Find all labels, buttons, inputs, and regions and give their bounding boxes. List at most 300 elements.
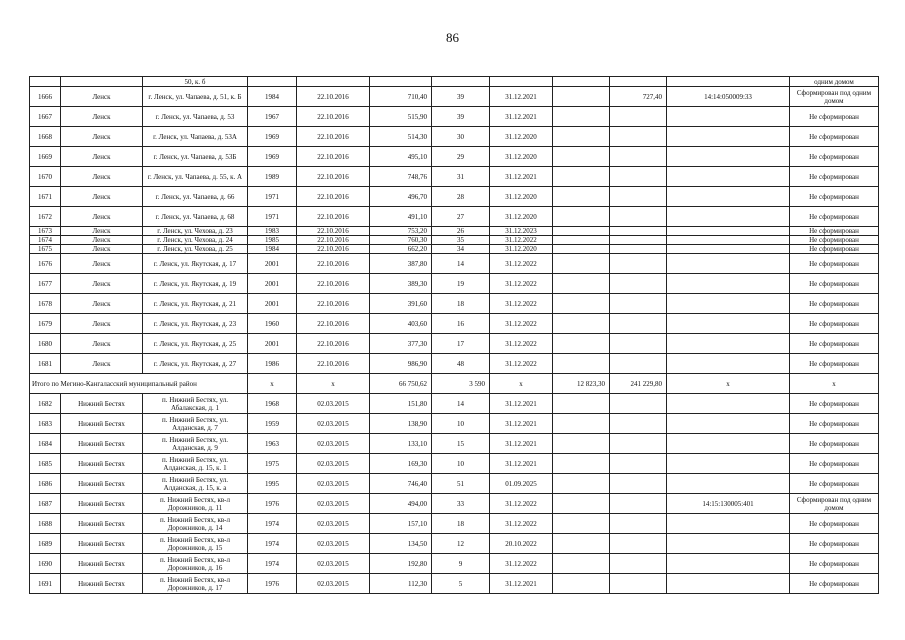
area-cell: 192,80	[370, 554, 432, 574]
year-cell: 2001	[248, 254, 297, 274]
table-row	[30, 454, 879, 474]
cell	[297, 77, 370, 87]
status-cell: Не сформирован	[790, 227, 879, 236]
summary-row	[30, 374, 879, 394]
value-cell: 727,40	[610, 87, 667, 107]
value-cell	[610, 127, 667, 147]
value-cell	[553, 474, 610, 494]
summary-label: Итого по Мегино-Кангаласский муниципальный район	[30, 374, 248, 394]
table-row	[30, 334, 879, 354]
date-cell: 02.03.2015	[297, 494, 370, 514]
value-cell	[553, 236, 610, 245]
status-cell: Не сформирован	[790, 314, 879, 334]
value-cell	[553, 87, 610, 107]
value-cell	[610, 314, 667, 334]
deadline-cell: 31.12.2022	[490, 274, 553, 294]
year-cell: 1989	[248, 167, 297, 187]
deadline-cell: 31.12.2021	[490, 87, 553, 107]
value-cell	[553, 207, 610, 227]
value-cell	[553, 514, 610, 534]
locality-cell: Ленск	[61, 87, 143, 107]
cell	[432, 77, 490, 87]
deadline-cell: 31.12.2021	[490, 574, 553, 594]
value-cell	[610, 294, 667, 314]
date-cell: 22.10.2016	[297, 354, 370, 374]
status-cell: Не сформирован	[790, 454, 879, 474]
table-row	[30, 236, 879, 245]
value-cell	[553, 454, 610, 474]
address-cell: г. Ленск, ул. Чапаева, д. 68	[143, 207, 248, 227]
deadline-cell: 31.12.2020	[490, 187, 553, 207]
year-cell: 1984	[248, 87, 297, 107]
address-cell: п. Нижний Бестях, ул. Алданская, д. 15, к. 1	[143, 454, 248, 474]
count-cell: 10	[432, 454, 490, 474]
area-cell: 138,90	[370, 414, 432, 434]
status-cell: Не сформирован	[790, 274, 879, 294]
address-cell: г. Ленск, ул. Чапаева, д. 66	[143, 187, 248, 207]
row-number-cell: 1691	[30, 574, 61, 594]
status-cell: Не сформирован	[790, 245, 879, 254]
cadastre-cell: 14:15:130005:401	[667, 494, 790, 514]
locality-cell: Ленск	[61, 274, 143, 294]
address-cell: г. Ленск, ул. Якутская, д. 17	[143, 254, 248, 274]
summary-cell: х	[790, 374, 879, 394]
date-cell: 22.10.2016	[297, 334, 370, 354]
area-cell: 494,00	[370, 494, 432, 514]
table-row	[30, 77, 879, 87]
date-cell: 22.10.2016	[297, 187, 370, 207]
deadline-cell: 01.09.2025	[490, 474, 553, 494]
status-cell: Не сформирован	[790, 414, 879, 434]
table-row	[30, 394, 879, 414]
locality-cell: Ленск	[61, 167, 143, 187]
cell	[370, 77, 432, 87]
value-cell	[553, 167, 610, 187]
status-cell: Не сформирован	[790, 534, 879, 554]
address-cell: п. Нижний Бестях, ул. Алданская, д. 15, к. а	[143, 474, 248, 494]
count-cell: 14	[432, 394, 490, 414]
count-cell: 34	[432, 245, 490, 254]
year-cell: 1967	[248, 107, 297, 127]
deadline-cell: 31.12.2022	[490, 294, 553, 314]
value-cell	[553, 107, 610, 127]
count-cell: 16	[432, 314, 490, 334]
summary-cell: 66 750,62	[370, 374, 432, 394]
date-cell: 22.10.2016	[297, 147, 370, 167]
row-number-cell: 1679	[30, 314, 61, 334]
value-cell	[610, 554, 667, 574]
page-number: 86	[446, 30, 459, 45]
locality-cell: Нижний Бестях	[61, 454, 143, 474]
cadastre-cell	[667, 414, 790, 434]
status-cell: Не сформирован	[790, 294, 879, 314]
table-row	[30, 574, 879, 594]
value-cell	[553, 554, 610, 574]
area-cell: 403,60	[370, 314, 432, 334]
value-cell	[553, 354, 610, 374]
locality-cell: Ленск	[61, 147, 143, 167]
status-cell: Не сформирован	[790, 434, 879, 454]
area-cell: 491,10	[370, 207, 432, 227]
deadline-cell: 31.12.2020	[490, 147, 553, 167]
area-cell: 495,10	[370, 147, 432, 167]
locality-cell: Ленск	[61, 127, 143, 147]
address-cell: г. Ленск, ул. Якутская, д. 23	[143, 314, 248, 334]
date-cell: 22.10.2016	[297, 274, 370, 294]
cadastre-cell	[667, 534, 790, 554]
cadastre-cell	[667, 294, 790, 314]
cadastre-cell	[667, 167, 790, 187]
year-cell: 1971	[248, 187, 297, 207]
count-cell: 28	[432, 187, 490, 207]
row-number-cell: 1672	[30, 207, 61, 227]
locality-cell: Ленск	[61, 245, 143, 254]
table-row	[30, 494, 879, 514]
locality-cell: Нижний Бестях	[61, 434, 143, 454]
row-number-cell: 1669	[30, 147, 61, 167]
table-row	[30, 254, 879, 274]
value-cell	[610, 254, 667, 274]
table-row	[30, 294, 879, 314]
cell	[553, 77, 610, 87]
cadastre-cell	[667, 574, 790, 594]
locality-cell: Ленск	[61, 334, 143, 354]
row-number-cell: 1676	[30, 254, 61, 274]
address-cell: г. Ленск, ул. Чехова, д. 24	[143, 236, 248, 245]
cadastre-cell	[667, 147, 790, 167]
value-cell	[610, 227, 667, 236]
area-cell: 515,90	[370, 107, 432, 127]
date-cell: 22.10.2016	[297, 127, 370, 147]
deadline-cell: 31.12.2020	[490, 207, 553, 227]
deadline-cell: 31.12.2021	[490, 394, 553, 414]
cadastre-cell	[667, 474, 790, 494]
address-cell: 50, к. б	[143, 77, 248, 87]
address-cell: г. Ленск, ул. Якутская, д. 27	[143, 354, 248, 374]
year-cell: 1963	[248, 434, 297, 454]
status-cell: Не сформирован	[790, 207, 879, 227]
date-cell: 22.10.2016	[297, 314, 370, 334]
year-cell: 1971	[248, 207, 297, 227]
locality-cell: Нижний Бестях	[61, 534, 143, 554]
count-cell: 14	[432, 254, 490, 274]
value-cell	[610, 454, 667, 474]
count-cell: 9	[432, 554, 490, 574]
count-cell: 18	[432, 514, 490, 534]
value-cell	[553, 574, 610, 594]
locality-cell: Ленск	[61, 254, 143, 274]
table-row	[30, 245, 879, 254]
row-number-cell: 1670	[30, 167, 61, 187]
deadline-cell: 31.12.2022	[490, 314, 553, 334]
value-cell	[553, 127, 610, 147]
cadastre-cell	[667, 254, 790, 274]
value-cell	[553, 227, 610, 236]
deadline-cell: 31.12.2022	[490, 254, 553, 274]
year-cell: 2001	[248, 334, 297, 354]
area-cell: 151,80	[370, 394, 432, 414]
deadline-cell: 31.12.2022	[490, 514, 553, 534]
row-number-cell: 1675	[30, 245, 61, 254]
year-cell: 1983	[248, 227, 297, 236]
value-cell	[610, 147, 667, 167]
status-cell: Не сформирован	[790, 107, 879, 127]
date-cell: 22.10.2016	[297, 227, 370, 236]
count-cell: 15	[432, 434, 490, 454]
date-cell: 22.10.2016	[297, 294, 370, 314]
row-number-cell: 1671	[30, 187, 61, 207]
cadastre-cell	[667, 394, 790, 414]
row-number-cell: 1681	[30, 354, 61, 374]
table-row	[30, 554, 879, 574]
locality-cell: Ленск	[61, 314, 143, 334]
locality-cell: Нижний Бестях	[61, 514, 143, 534]
locality-cell: Нижний Бестях	[61, 574, 143, 594]
row-number-cell: 1682	[30, 394, 61, 414]
cadastre-cell	[667, 245, 790, 254]
value-cell	[610, 494, 667, 514]
address-cell: п. Нижний Бестях, кв-л Дорожников, д. 11	[143, 494, 248, 514]
area-cell: 986,90	[370, 354, 432, 374]
status-cell: одним домом	[790, 77, 879, 87]
address-cell: г. Ленск, ул. Якутская, д. 25	[143, 334, 248, 354]
address-cell: п. Нижний Бестях, ул. Алданская, д. 7	[143, 414, 248, 434]
address-cell: п. Нижний Бестях, кв-л Дорожников, д. 17	[143, 574, 248, 594]
year-cell: 1976	[248, 574, 297, 594]
table-row	[30, 227, 879, 236]
year-cell: 2001	[248, 294, 297, 314]
area-cell: 748,76	[370, 167, 432, 187]
row-number-cell: 1680	[30, 334, 61, 354]
value-cell	[610, 245, 667, 254]
table-row	[30, 314, 879, 334]
value-cell	[610, 354, 667, 374]
address-cell: г. Ленск, ул. Чапаева, д. 53А	[143, 127, 248, 147]
area-cell: 134,50	[370, 534, 432, 554]
area-cell: 753,20	[370, 227, 432, 236]
cadastre-cell: 14:14:050009:33	[667, 87, 790, 107]
year-cell: 1959	[248, 414, 297, 434]
count-cell: 19	[432, 274, 490, 294]
year-cell: 1960	[248, 314, 297, 334]
row-number-cell: 1668	[30, 127, 61, 147]
cadastre-cell	[667, 554, 790, 574]
area-cell: 496,70	[370, 187, 432, 207]
row-number-cell: 1690	[30, 554, 61, 574]
row-number-cell: 1667	[30, 107, 61, 127]
cadastre-cell	[667, 236, 790, 245]
deadline-cell: 31.12.2022	[490, 334, 553, 354]
status-cell: Не сформирован	[790, 394, 879, 414]
row-number-cell: 1683	[30, 414, 61, 434]
row-number-cell: 1689	[30, 534, 61, 554]
cadastre-cell	[667, 107, 790, 127]
area-cell: 377,30	[370, 334, 432, 354]
table-row	[30, 414, 879, 434]
value-cell	[553, 334, 610, 354]
value-cell	[610, 167, 667, 187]
deadline-cell: 31.12.2020	[490, 245, 553, 254]
area-cell: 760,30	[370, 236, 432, 245]
locality-cell: Ленск	[61, 107, 143, 127]
date-cell: 02.03.2015	[297, 414, 370, 434]
cadastre-cell	[667, 127, 790, 147]
table-row	[30, 87, 879, 107]
table-row	[30, 474, 879, 494]
summary-cell: х	[667, 374, 790, 394]
locality-cell: Нижний Бестях	[61, 474, 143, 494]
register-table	[29, 76, 879, 594]
area-cell: 391,60	[370, 294, 432, 314]
cadastre-cell	[667, 354, 790, 374]
status-cell: Не сформирован	[790, 127, 879, 147]
area-cell: 112,30	[370, 574, 432, 594]
deadline-cell: 31.12.2020	[490, 127, 553, 147]
area-cell: 157,10	[370, 514, 432, 534]
locality-cell: Ленск	[61, 227, 143, 236]
count-cell: 29	[432, 147, 490, 167]
count-cell: 12	[432, 534, 490, 554]
locality-cell: Нижний Бестях	[61, 554, 143, 574]
row-number-cell: 1685	[30, 454, 61, 474]
year-cell: 1986	[248, 354, 297, 374]
table-row	[30, 207, 879, 227]
cell	[30, 77, 61, 87]
table-row	[30, 354, 879, 374]
locality-cell: Нижний Бестях	[61, 414, 143, 434]
value-cell	[610, 334, 667, 354]
area-cell: 133,10	[370, 434, 432, 454]
table-row	[30, 534, 879, 554]
count-cell: 30	[432, 127, 490, 147]
date-cell: 02.03.2015	[297, 514, 370, 534]
year-cell: 1968	[248, 394, 297, 414]
deadline-cell: 31.12.2022	[490, 236, 553, 245]
count-cell: 31	[432, 167, 490, 187]
date-cell: 22.10.2016	[297, 87, 370, 107]
status-cell: Не сформирован	[790, 354, 879, 374]
table-row	[30, 147, 879, 167]
value-cell	[553, 394, 610, 414]
address-cell: п. Нижний Бестях, ул. Абалакская, д. 1	[143, 394, 248, 414]
area-cell: 662,20	[370, 245, 432, 254]
deadline-cell: 31.12.2021	[490, 454, 553, 474]
locality-cell: Ленск	[61, 294, 143, 314]
value-cell	[610, 574, 667, 594]
cadastre-cell	[667, 514, 790, 534]
address-cell: г. Ленск, ул. Чапаева, д. 53	[143, 107, 248, 127]
deadline-cell: 31.12.2023	[490, 227, 553, 236]
status-cell: Не сформирован	[790, 236, 879, 245]
cadastre-cell	[667, 274, 790, 294]
row-number-cell: 1674	[30, 236, 61, 245]
row-number-cell: 1666	[30, 87, 61, 107]
count-cell: 17	[432, 334, 490, 354]
status-cell: Сформирован под одним домом	[790, 87, 879, 107]
date-cell: 02.03.2015	[297, 454, 370, 474]
row-number-cell: 1687	[30, 494, 61, 514]
address-cell: г. Ленск, ул. Чехова, д. 23	[143, 227, 248, 236]
value-cell	[610, 207, 667, 227]
area-cell: 710,40	[370, 87, 432, 107]
value-cell	[553, 534, 610, 554]
status-cell: Не сформирован	[790, 147, 879, 167]
count-cell: 35	[432, 236, 490, 245]
value-cell	[610, 274, 667, 294]
deadline-cell: 31.12.2022	[490, 494, 553, 514]
value-cell	[553, 314, 610, 334]
value-cell	[553, 294, 610, 314]
year-cell: 1984	[248, 245, 297, 254]
area-cell: 169,30	[370, 454, 432, 474]
row-number-cell: 1678	[30, 294, 61, 314]
summary-cell: х	[490, 374, 553, 394]
year-cell: 2001	[248, 274, 297, 294]
locality-cell: Ленск	[61, 187, 143, 207]
locality-cell: Ленск	[61, 236, 143, 245]
value-cell	[610, 236, 667, 245]
year-cell: 1976	[248, 494, 297, 514]
deadline-cell: 31.12.2022	[490, 554, 553, 574]
value-cell	[610, 434, 667, 454]
status-cell: Не сформирован	[790, 554, 879, 574]
value-cell	[610, 394, 667, 414]
status-cell: Не сформирован	[790, 474, 879, 494]
value-cell	[553, 434, 610, 454]
address-cell: г. Ленск, ул. Якутская, д. 19	[143, 274, 248, 294]
date-cell: 02.03.2015	[297, 394, 370, 414]
year-cell: 1974	[248, 554, 297, 574]
year-cell: 1974	[248, 514, 297, 534]
value-cell	[610, 474, 667, 494]
table-row	[30, 514, 879, 534]
summary-cell: 3 590	[432, 374, 490, 394]
status-cell: Сформирован под одним домом	[790, 494, 879, 514]
cadastre-cell	[667, 207, 790, 227]
cadastre-cell	[667, 334, 790, 354]
address-cell: г. Ленск, ул. Якутская, д. 21	[143, 294, 248, 314]
table-row	[30, 107, 879, 127]
row-number-cell: 1684	[30, 434, 61, 454]
value-cell	[553, 245, 610, 254]
date-cell: 22.10.2016	[297, 236, 370, 245]
status-cell: Не сформирован	[790, 167, 879, 187]
address-cell: п. Нижний Бестях, кв-л Дорожников, д. 15	[143, 534, 248, 554]
table-row	[30, 127, 879, 147]
value-cell	[610, 187, 667, 207]
value-cell	[553, 414, 610, 434]
deadline-cell: 31.12.2022	[490, 354, 553, 374]
summary-cell: 241 229,80	[610, 374, 667, 394]
count-cell: 10	[432, 414, 490, 434]
cell	[667, 77, 790, 87]
count-cell: 27	[432, 207, 490, 227]
value-cell	[610, 534, 667, 554]
summary-cell: х	[297, 374, 370, 394]
count-cell: 5	[432, 574, 490, 594]
deadline-cell: 20.10.2022	[490, 534, 553, 554]
status-cell: Не сформирован	[790, 254, 879, 274]
locality-cell: Нижний Бестях	[61, 394, 143, 414]
table-row	[30, 434, 879, 454]
table-row	[30, 187, 879, 207]
cadastre-cell	[667, 434, 790, 454]
value-cell	[610, 107, 667, 127]
deadline-cell: 31.12.2021	[490, 414, 553, 434]
value-cell	[610, 414, 667, 434]
date-cell: 22.10.2016	[297, 245, 370, 254]
locality-cell: Нижний Бестях	[61, 494, 143, 514]
